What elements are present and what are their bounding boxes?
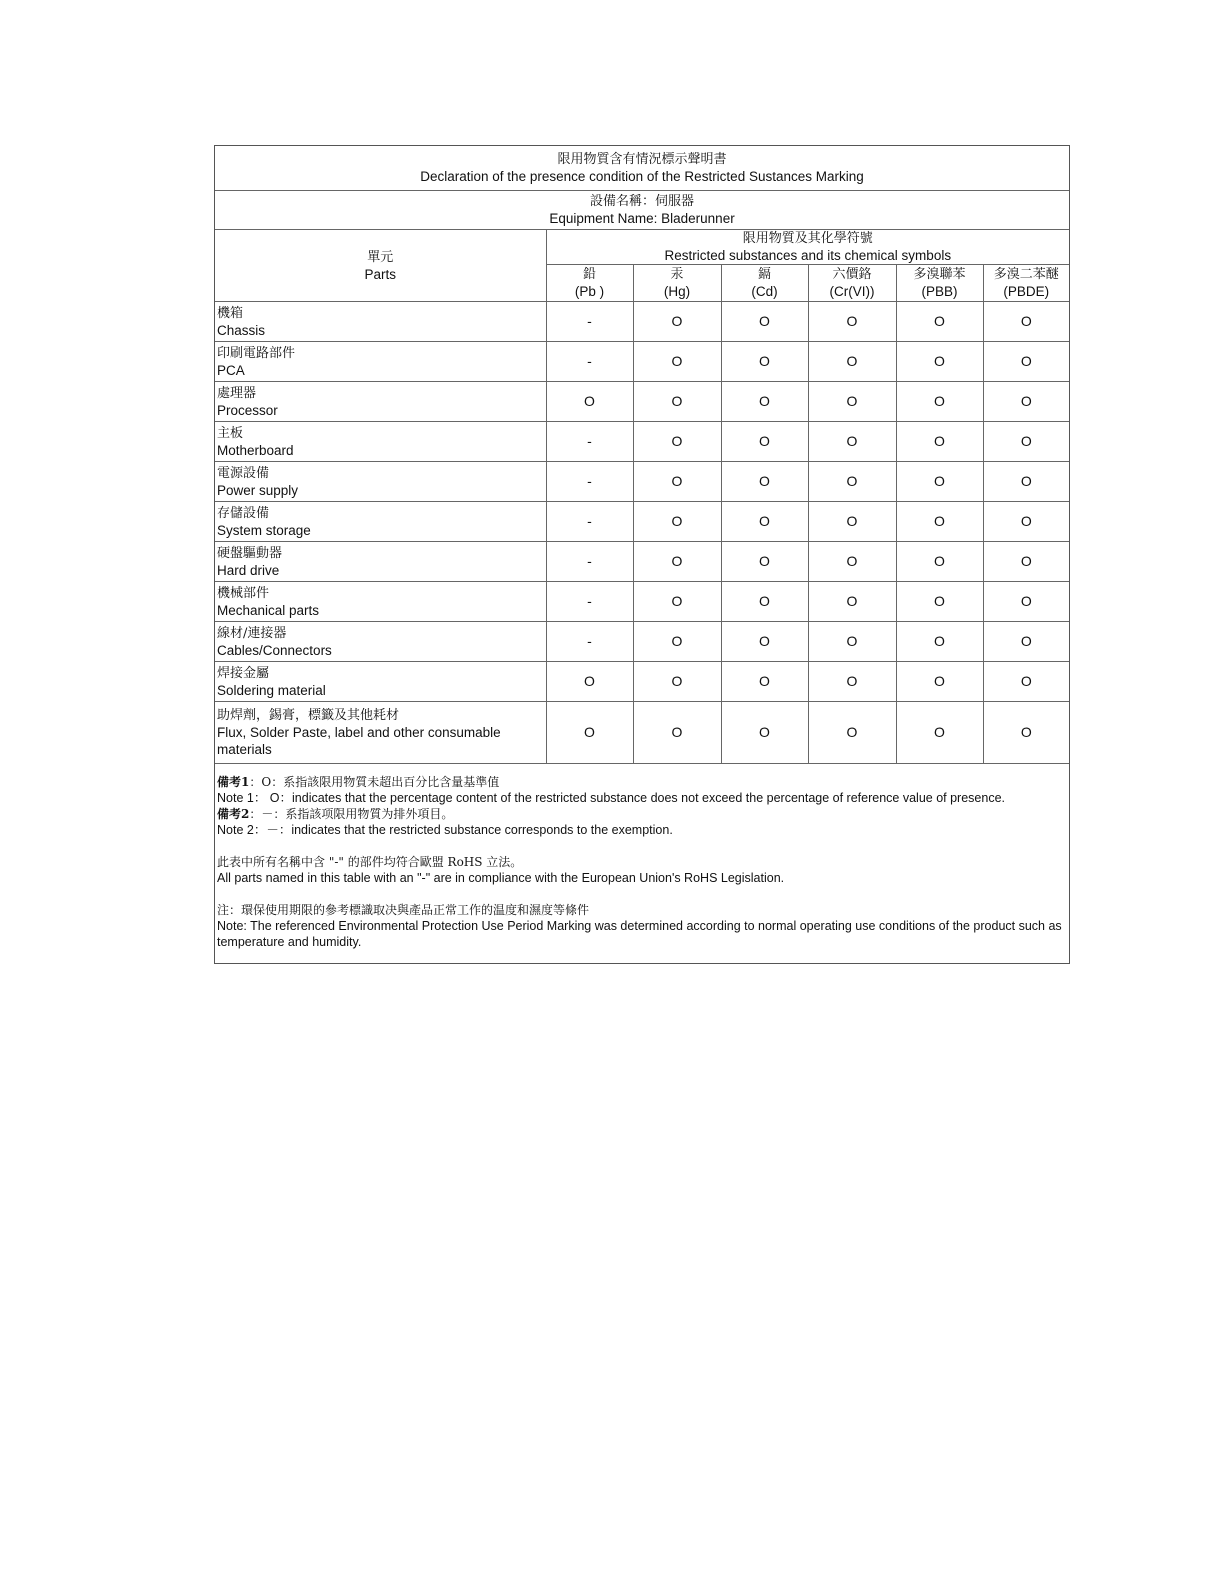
substance-mark-cell: O — [546, 702, 633, 764]
substance-mark-cell: O — [896, 622, 983, 662]
substance-mark-cell: O — [983, 702, 1069, 764]
epup-note-zh: 注：環保使用期限的參考標識取决與產品正常工作的温度和濕度等條件 — [217, 903, 590, 917]
substance-name-zh: 鉛 — [582, 267, 596, 282]
substance-mark-cell: O — [546, 662, 633, 702]
substance-mark-cell: O — [896, 582, 983, 622]
substance-mark-cell: O — [896, 422, 983, 462]
equipment-name-en: Equipment Name: Bladerunner — [549, 211, 735, 226]
part-name-cell — [215, 382, 546, 422]
epup-note-en: Note: The referenced Environmental Protection Use Period Marking was determined according to normal operating use conditions of the product such as temperature and humidity. — [217, 919, 1062, 949]
substance-mark-cell: O — [896, 382, 983, 422]
substance-mark-cell: O — [721, 462, 808, 502]
part-name-cell — [215, 342, 546, 382]
substance-mark-cell: O — [896, 462, 983, 502]
table-row — [215, 622, 1069, 662]
table-row — [215, 422, 1069, 462]
substance-name-zh: 六價鉻 — [832, 267, 872, 282]
substance-mark-cell: O — [721, 422, 808, 462]
part-name-cell — [215, 462, 546, 502]
part-name-cell — [215, 662, 546, 702]
substance-mark-cell: O — [808, 702, 896, 764]
substance-header-cell — [983, 265, 1069, 302]
rohs-table — [215, 146, 1069, 764]
substance-mark-cell: - — [546, 542, 633, 582]
table-row — [215, 582, 1069, 622]
substance-mark-cell: O — [896, 342, 983, 382]
substance-mark-cell: O — [808, 422, 896, 462]
substance-mark-cell: O — [983, 462, 1069, 502]
rohs-compliance-zh: 此表中所有名稱中含 "-" 的部件均符合歐盟 RoHS 立法。 — [217, 855, 523, 869]
substance-header-cell — [808, 265, 896, 302]
part-name-cell — [215, 502, 546, 542]
substance-mark-cell: - — [546, 582, 633, 622]
substance-mark-cell: O — [808, 462, 896, 502]
substance-mark-cell: O — [721, 502, 808, 542]
rohs-compliance-en: All parts named in this table with an "-" are in compliance with the European Union's RoHS Legislation. — [217, 871, 785, 885]
note1-en: Note 1： O：indicates that the percentage content of the restricted substance does not exceed the percentage of reference value of presence. — [217, 791, 1005, 805]
equipment-name-zh: 設備名稱：伺服器 — [590, 194, 695, 209]
rohs-declaration-document — [214, 145, 1070, 964]
part-name-en: PCA — [217, 362, 245, 378]
part-name-zh: 焊接金屬 — [217, 665, 270, 681]
note2-en: Note 2：－：indicates that the restricted substance corresponds to the exemption. — [217, 823, 673, 837]
substance-mark-cell: O — [896, 702, 983, 764]
parts-header-zh: 單元 — [367, 249, 394, 265]
note2-zh-label: 備考2 — [217, 807, 250, 821]
part-name-en: Processor — [217, 402, 278, 418]
equipment-name — [215, 191, 1069, 230]
substance-mark-cell: O — [633, 662, 721, 702]
substance-header-cell — [633, 265, 721, 302]
parts-header-en: Parts — [364, 266, 396, 282]
substance-header-cell — [896, 265, 983, 302]
substance-mark-cell: O — [633, 502, 721, 542]
substance-mark-cell: O — [721, 702, 808, 764]
table-row — [215, 462, 1069, 502]
table-row — [215, 542, 1069, 582]
substance-symbol: (Pb ) — [574, 284, 605, 299]
part-name-en: Flux, Solder Paste, label and other consumable materials — [217, 725, 501, 757]
substances-header-zh: 限用物質及其化學符號 — [742, 231, 873, 246]
substance-header-cell — [546, 265, 633, 302]
substance-header-cell — [721, 265, 808, 302]
part-name-zh: 線材/連接器 — [217, 625, 287, 641]
substance-name-zh: 多溴聯苯 — [913, 267, 966, 282]
substance-name-zh: 汞 — [670, 267, 684, 282]
substance-mark-cell: O — [896, 542, 983, 582]
substance-mark-cell: O — [808, 502, 896, 542]
table-row — [215, 502, 1069, 542]
substance-mark-cell: - — [546, 462, 633, 502]
table-row — [215, 382, 1069, 422]
part-name-zh: 機械部件 — [217, 585, 270, 601]
table-row — [215, 342, 1069, 382]
part-name-cell — [215, 422, 546, 462]
substance-symbol: (Cr(VI)) — [829, 284, 875, 299]
substance-mark-cell: O — [896, 662, 983, 702]
part-name-zh: 機箱 — [217, 305, 244, 321]
substance-mark-cell: O — [896, 302, 983, 342]
substances-header-en: Restricted substances and its chemical symbols — [664, 248, 952, 263]
substance-mark-cell: O — [633, 702, 721, 764]
part-name-zh: 主板 — [217, 425, 244, 441]
part-name-en: Mechanical parts — [217, 602, 320, 618]
substance-mark-cell: O — [983, 342, 1069, 382]
substance-mark-cell: - — [546, 422, 633, 462]
substance-mark-cell: O — [546, 382, 633, 422]
substance-mark-cell: O — [721, 302, 808, 342]
substance-mark-cell: O — [633, 342, 721, 382]
substance-mark-cell: O — [633, 462, 721, 502]
substance-mark-cell: - — [546, 502, 633, 542]
substance-mark-cell: O — [633, 422, 721, 462]
title-zh: 限用物質含有情況標示聲明書 — [557, 152, 727, 167]
substance-mark-cell: O — [808, 542, 896, 582]
substances-header — [546, 230, 1069, 265]
substance-mark-cell: O — [633, 582, 721, 622]
document-title — [215, 146, 1069, 191]
part-name-cell — [215, 302, 546, 342]
note1-zh — [217, 774, 1067, 790]
note2-zh — [217, 806, 1067, 822]
substance-mark-cell: O — [633, 542, 721, 582]
substance-mark-cell: O — [808, 622, 896, 662]
substance-mark-cell: - — [546, 342, 633, 382]
substance-name-zh: 鎘 — [757, 267, 771, 282]
substance-mark-cell: O — [808, 302, 896, 342]
part-name-cell — [215, 622, 546, 662]
substance-mark-cell: O — [721, 662, 808, 702]
part-name-zh: 助焊劑，錫膏，標籤及其他耗材 — [217, 708, 400, 723]
part-name-en: Cables/Connectors — [217, 642, 332, 658]
part-name-en: System storage — [217, 522, 311, 538]
substance-mark-cell: O — [721, 622, 808, 662]
substance-mark-cell: O — [808, 382, 896, 422]
table-row — [215, 702, 1069, 764]
substance-mark-cell: O — [983, 382, 1069, 422]
substance-mark-cell: O — [633, 302, 721, 342]
substance-mark-cell: O — [983, 542, 1069, 582]
substance-name-zh: 多溴二苯醚 — [993, 267, 1059, 282]
part-name-en: Soldering material — [217, 682, 326, 698]
substance-mark-cell: O — [896, 502, 983, 542]
substance-mark-cell: - — [546, 302, 633, 342]
substance-mark-cell: O — [983, 582, 1069, 622]
part-name-en: Hard drive — [217, 562, 280, 578]
substance-mark-cell: O — [983, 622, 1069, 662]
substance-symbol: (Cd) — [751, 284, 778, 299]
substance-mark-cell: O — [808, 582, 896, 622]
title-en: Declaration of the presence condition of the Restricted Sustances Marking — [420, 169, 864, 184]
substance-mark-cell: O — [633, 622, 721, 662]
substance-symbol: (Hg) — [663, 284, 691, 299]
substance-mark-cell: O — [808, 342, 896, 382]
substance-mark-cell: O — [983, 302, 1069, 342]
part-name-cell — [215, 542, 546, 582]
substance-mark-cell: O — [633, 382, 721, 422]
parts-header — [215, 230, 546, 302]
substance-mark-cell: - — [546, 622, 633, 662]
substance-mark-cell: O — [983, 662, 1069, 702]
table-row — [215, 302, 1069, 342]
substance-symbol: (PBDE) — [1003, 284, 1050, 299]
part-name-cell — [215, 702, 546, 764]
part-name-zh: 硬盤驅動器 — [217, 545, 283, 561]
part-name-zh: 印刷電路部件 — [217, 345, 296, 361]
substance-mark-cell: O — [721, 382, 808, 422]
substance-mark-cell: O — [983, 502, 1069, 542]
substance-mark-cell: O — [721, 542, 808, 582]
note1-zh-text: ：O：系指該限用物質未超出百分比含量基準值 — [249, 775, 500, 789]
part-name-cell — [215, 582, 546, 622]
table-row — [215, 662, 1069, 702]
substance-mark-cell: O — [721, 582, 808, 622]
notes-section — [215, 764, 1069, 950]
note2-zh-text: ：－：系指該项限用物質为排外項目。 — [249, 807, 454, 821]
substance-mark-cell: O — [983, 422, 1069, 462]
part-name-en: Chassis — [217, 322, 266, 338]
part-name-en: Power supply — [217, 482, 299, 498]
part-name-zh: 處理器 — [217, 385, 257, 401]
part-name-zh: 存儲設備 — [217, 505, 270, 521]
part-name-zh: 電源設備 — [217, 465, 270, 481]
part-name-en: Motherboard — [217, 442, 294, 458]
substance-symbol: (PBB) — [921, 284, 958, 299]
substance-mark-cell: O — [808, 662, 896, 702]
note1-zh-label: 備考1 — [217, 775, 250, 789]
substance-mark-cell: O — [721, 342, 808, 382]
